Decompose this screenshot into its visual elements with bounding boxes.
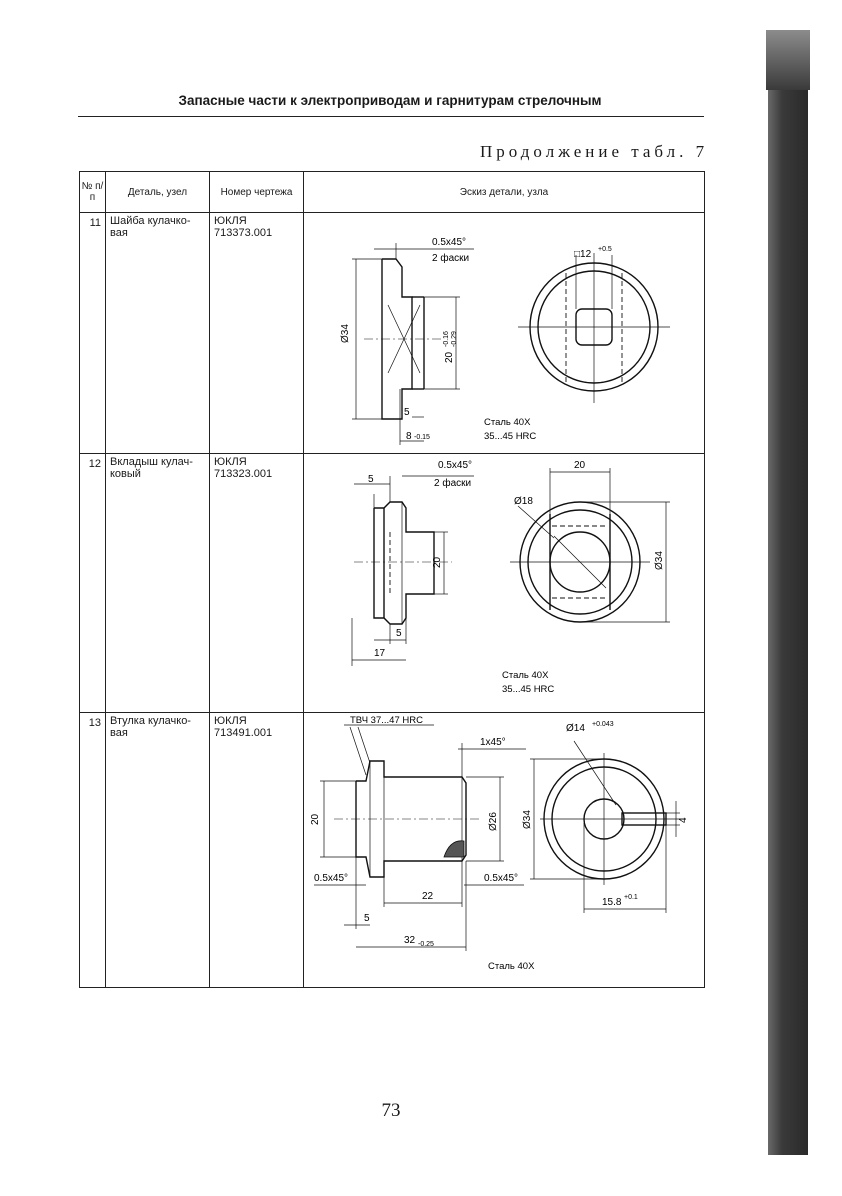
hardening-label: ТВЧ 37...47 HRC xyxy=(350,715,423,726)
front-view xyxy=(502,460,670,695)
chamfer-label: 0.5x45° xyxy=(432,237,467,248)
dim-width20-top: 20 xyxy=(574,460,586,471)
dim-dia34: Ø34 xyxy=(654,551,665,570)
dim-20: 20 xyxy=(310,813,321,825)
chamfer-label: 0.5x45° xyxy=(438,460,473,471)
dim-height20: 20 xyxy=(432,556,443,568)
table-header-row xyxy=(80,172,705,213)
hardness-label: 35...45 HRC xyxy=(484,431,537,442)
sketch-cam-washer xyxy=(304,213,702,448)
scan-edge-shadow xyxy=(768,30,808,1155)
dim-17: 17 xyxy=(374,648,386,659)
square-tol: +0.5 xyxy=(598,246,612,253)
row-number: 13 xyxy=(88,717,101,729)
header-rule xyxy=(78,116,704,117)
drawing-number: ЮКЛЯ 713323.001 xyxy=(214,456,273,480)
hardness-label: 35...45 HRC xyxy=(502,684,555,695)
col-header-sketch: Эскиз детали, узла xyxy=(304,172,705,213)
table-row xyxy=(80,213,705,454)
col-header-drawing: Номер чертежа xyxy=(210,172,304,213)
dim-15-8-tol: +0.1 xyxy=(624,894,638,901)
chamfer-top-label: 1x45° xyxy=(480,737,506,748)
col-header-part: Деталь, узел xyxy=(106,172,210,213)
square-label: □12 xyxy=(574,249,592,260)
chamfer-count-label: 2 фаски xyxy=(432,253,470,264)
chamfer-left-label: 0.5x45° xyxy=(314,873,349,884)
front-view xyxy=(484,246,670,442)
row-number: 12 xyxy=(88,458,101,470)
chamfer-right-label: 0.5x45° xyxy=(484,873,519,884)
dim-dia34: Ø34 xyxy=(522,810,533,829)
dim-8: 8 xyxy=(406,431,412,442)
parts-table xyxy=(79,171,705,988)
side-view xyxy=(352,460,474,666)
material-label: Сталь 40Х xyxy=(484,417,531,428)
dim-5: 5 xyxy=(364,913,370,924)
dim-5-bottom: 5 xyxy=(396,628,402,639)
dim-5: 5 xyxy=(404,407,410,418)
dim-4: 4 xyxy=(678,817,689,823)
side-view xyxy=(340,237,474,445)
drawing-number: ЮКЛЯ 713373.001 xyxy=(214,215,273,239)
table-row xyxy=(80,713,705,988)
chamfer-count-label: 2 фаски xyxy=(434,478,472,489)
material-label: Сталь 40Х xyxy=(502,670,549,681)
material-label: Сталь 40Х xyxy=(488,961,535,972)
drawing-number: ЮКЛЯ 713491.001 xyxy=(214,715,273,739)
dim-dia34: Ø34 xyxy=(340,324,351,343)
page-number: 73 xyxy=(381,1100,401,1121)
dim-5-top: 5 xyxy=(368,474,374,485)
dim-32: 32 xyxy=(404,935,416,946)
dim-width20-tol-hi: -0.16 xyxy=(443,331,450,347)
table-continuation-caption: Продолжение табл. 7 xyxy=(480,142,709,161)
dim-width20-tol-lo: -0.29 xyxy=(451,331,458,347)
sketch-cam-bushing xyxy=(304,713,702,982)
part-name: Шайба кулачко-вая xyxy=(110,215,191,239)
side-view xyxy=(310,715,526,951)
dim-dia26: Ø26 xyxy=(488,812,499,831)
dim-32-tol: -0.25 xyxy=(418,941,434,948)
front-view xyxy=(488,721,689,972)
col-header-no: № п/п xyxy=(80,172,106,213)
dim-width20: 20 xyxy=(444,351,455,363)
dim-15-8: 15.8 xyxy=(602,897,622,908)
dim-dia14: Ø14 xyxy=(566,723,585,734)
dim-dia18: Ø18 xyxy=(514,496,533,507)
sketch-cam-insert xyxy=(304,454,702,707)
row-number: 11 xyxy=(89,217,101,229)
part-name: Втулка кулачко-вая xyxy=(110,715,191,739)
running-header: Запасные части к электроприводам и гарнитурам стрелочным xyxy=(178,93,602,108)
dim-dia14-tol: +0.043 xyxy=(592,721,614,728)
dim-22: 22 xyxy=(422,891,434,902)
dim-8-tol: -0.15 xyxy=(414,434,430,441)
table-row xyxy=(80,454,705,713)
part-name: Вкладыш кулач-ковый xyxy=(110,456,193,480)
scan-edge-shadow-top xyxy=(766,30,810,90)
